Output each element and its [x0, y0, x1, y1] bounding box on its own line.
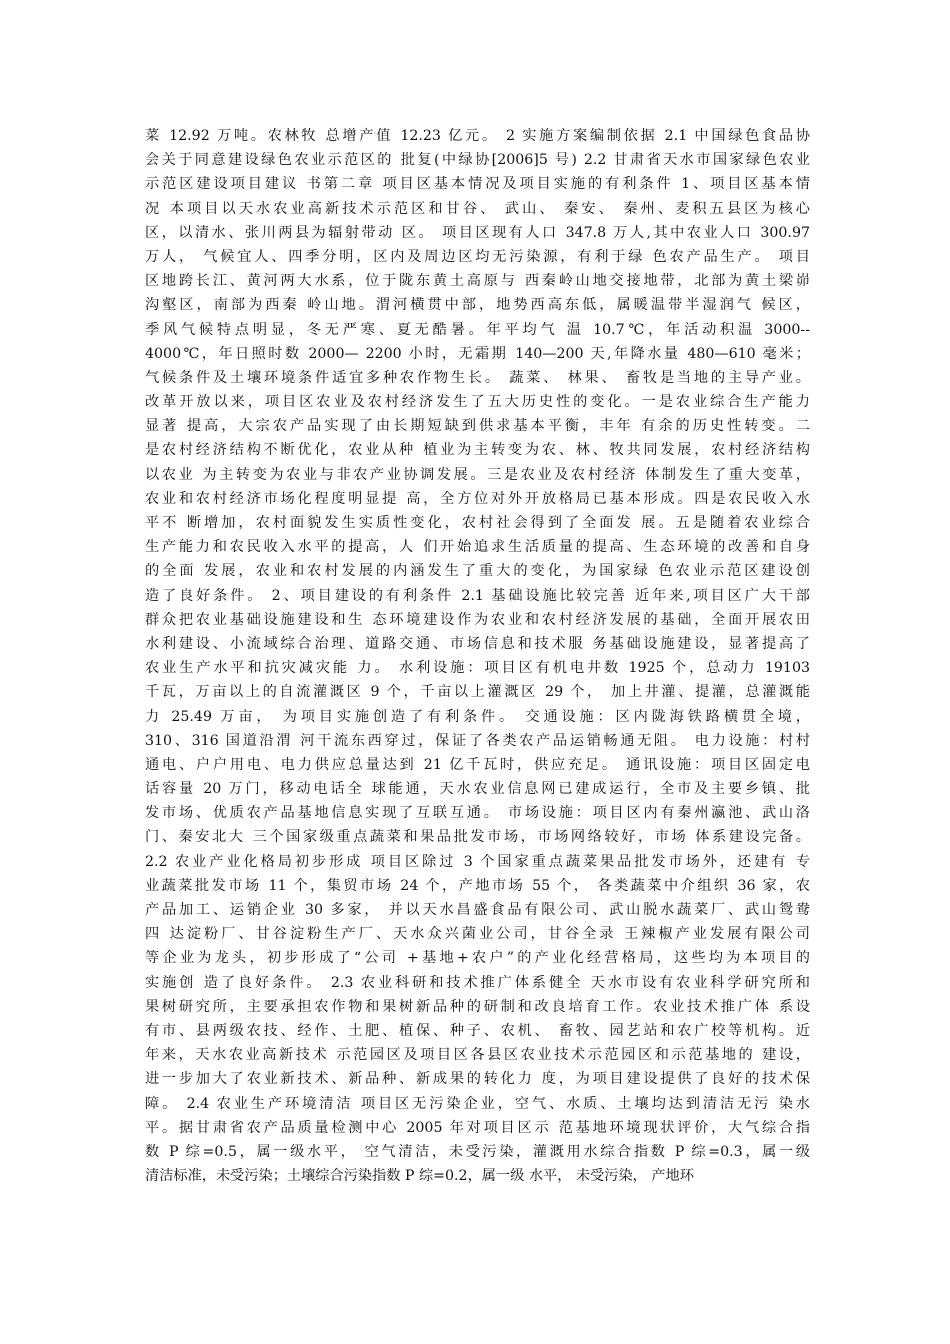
text-line: 话容量 20 万门，移动电话全 球能通，天水农业信息网已建成运行，全市及主要乡镇、批 — [145, 781, 810, 798]
text-line: 示范区建设项目建议 书第二章 项目区基本情况及项目实施的有利条件 1、项目区基本情 — [145, 176, 810, 193]
text-line: 4000℃，年日照时数 2000— 2200 小时，无霜期 140—200 天,年降水量 480—610 毫米； — [145, 345, 810, 362]
text-line: 产品加工、运销企业 30 多家， 并以天水昌盛食品有限公司、武山脱水蔬菜厂、武山鸳鸯 — [145, 902, 810, 918]
text-line: 门、秦安北大 三个国家级重点蔬菜和果品批发市场，市场网络较好，市场 体系建设完备。 — [145, 829, 810, 846]
text-line: 310、316 国道沿渭 河干流东西穿过，保证了各类农产品运销畅通无阻。 电力设施：村村 — [145, 732, 810, 749]
text-line: 造了良好条件。 2、项目建设的有利条件 2.1 基础设施比较完善 近年来,项目区广大干部 — [145, 587, 810, 604]
text-line: 以农业 为主转变为农业与非农产业协调发展。三是农业及农村经济 体制发生了重大变革， — [145, 466, 810, 483]
text-line: 沟壑区，南部为西秦 岭山地。渭河横贯中部，地势西高东低，属暖温带半湿润气 候区， — [145, 297, 810, 314]
text-line: 万人， 气候宜人、四季分明，区内及周边区均无污染源，有利于绿 色农产品生产。 项目 — [145, 248, 810, 265]
text-line: 农业生产水平和抗灾减灾能 力。 水利设施：项目区有机电井数 1925 个，总动力 19103 — [145, 660, 810, 677]
text-line: 区地跨长江、黄河两大水系，位于陇东黄土高原与 西秦岭山地交接地带，北部为黄土梁峁 — [145, 273, 810, 290]
text-line: 况 本项目以天水农业高新技术示范区和甘谷、 武山、 秦安、 秦州、麦积五县区为核心 — [145, 200, 810, 217]
text-line: 发市场、优质农产品基地信息实现了互联互通。 市场设施：项目区内有秦州瀛池、武山洛 — [145, 805, 810, 822]
text-line: 通电、户户用电、电力供应总量达到 21 亿千瓦时，供应充足。 通讯设施：项目区固定电 — [145, 756, 810, 773]
text-line: 季风气候特点明显，冬无严寒、夏无酷暑。年平均气 温 10.7℃，年活动积温 3000-- — [145, 321, 810, 338]
text-line: 2.2 农业产业化格局初步形成 项目区除过 3 个国家重点蔬菜果品批发市场外，还建有 专 — [145, 853, 810, 870]
text-line: 改革开放以来，项目区农业及农村经济发生了五大历史性的变化。一是农业综合生产能力 — [145, 394, 810, 411]
text-line: 年来，天水农业高新技术 示范园区及项目区各县区农业技术示范园区和示范基地的 建设， — [145, 1047, 810, 1064]
text-line: 果树研究所，主要承担农作物和果树新品种的研制和改良培育工作。农业技术推广体 系设 — [145, 998, 810, 1015]
text-line: 农业和农村经济市场化程度明显提 高，全方位对外开放格局已基本形成。四是农民收入水 — [145, 490, 810, 507]
text-line: 水利建设、小流域综合治理、道路交通、市场信息和技术服 务基础设施建设，显著提高了 — [145, 635, 810, 652]
text-line: 的全面 发展，农业和农村发展的内涵发生了重大的变化，为国家绿 色农业示范区建设创 — [145, 563, 810, 580]
text-line: 会关于同意建设绿色农业示范区的 批复(中绿协[2006]5 号) 2.2 甘肃省天水市国家绿色农业 — [145, 152, 810, 169]
text-line: 力 25.49 万亩， 为项目实施创造了有利条件。 交通设施：区内陇海铁路横贯全境， — [145, 708, 810, 725]
text-line: 进一步加大了农业新技术、新品种、新成果的转化力 度，为项目建设提供了良好的技术保 — [145, 1071, 810, 1088]
text-line: 平。据甘肃省农产品质量检测中心 2005 年对项目区示 范基地环境现状评价，大气综合指 — [145, 1119, 810, 1136]
text-line: 千瓦，万亩以上的自流灌溉区 9 个，千亩以上灌溉区 29 个， 加上井灌、提灌，总灌溉能 — [145, 684, 810, 701]
text-line: 群众把农业基础设施建设和生 态环境建设作为农业和农村经济发展的基础，全面开展农田 — [145, 611, 810, 628]
text-line: 有市、县两级农技、经作、土肥、植保、种子、农机、 畜牧、园艺站和农广校等机构。近 — [145, 1022, 810, 1039]
text-line: 区，以清水、张川两县为辐射带动 区。 项目区现有人口 347.8 万人,其中农业人口 300.97 — [145, 224, 810, 241]
body-text — [145, 124, 810, 1188]
text-line: 等企业为龙头，初步形成了“公司 +基地+农户”的产业化经营格局，这些均为本项目的 — [145, 950, 810, 967]
text-line: 气候条件及土壤环境条件适宜多种农作物生长。 蔬菜、 林果、 畜牧是当地的主导产业。 — [145, 369, 810, 386]
text-line: 显著 提高，大宗农产品实现了由长期短缺到供求基本平衡，丰年 有余的历史性转变。二 — [145, 418, 810, 435]
text-line: 业蔬菜批发市场 11 个，集贸市场 24 个，产地市场 55 个， 各类蔬菜中介组织 36 家，农 — [145, 877, 810, 894]
text-line: 实施创 造了良好条件。 2.3 农业科研和技术推广体系健全 天水市设有农业科学研究所和 — [145, 974, 810, 991]
text-line: 清洁标准，未受污染；土壤综合污染指数 P 综=0.2，属一级 水平， 未受污染， 产地环 — [145, 1168, 694, 1185]
text-line: 四 达淀粉厂、甘谷淀粉生产厂、天水众兴菌业公司，甘谷全录 王辣椒产业发展有限公司 — [145, 926, 810, 943]
text-line: 数 P 综=0.5，属一级水平， 空气清洁，未受污染，灌溉用水综合指数 P 综=0.3，属一级 — [145, 1143, 810, 1160]
text-line: 障。 2.4 农业生产环境清洁 项目区无污染企业，空气、水质、土壤均达到清洁无污 染水 — [145, 1095, 810, 1112]
text-line: 平不 断增加，农村面貌发生实质性变化，农村社会得到了全面发 展。五是随着农业综合 — [145, 515, 810, 531]
text-line: 生产能力和农民收入水平的提高，人 们开始追求生活质量的提高、生态环境的改善和自身 — [145, 539, 810, 556]
text-line: 菜 12.92 万吨。农林牧 总增产值 12.23 亿元。 2 实施方案编制依据 2.1 中国绿色食品协 — [145, 128, 810, 144]
text-line: 是农村经济结构不断优化，农业从种 植业为主转变为农、林、牧共同发展，农村经济结构 — [145, 442, 810, 459]
